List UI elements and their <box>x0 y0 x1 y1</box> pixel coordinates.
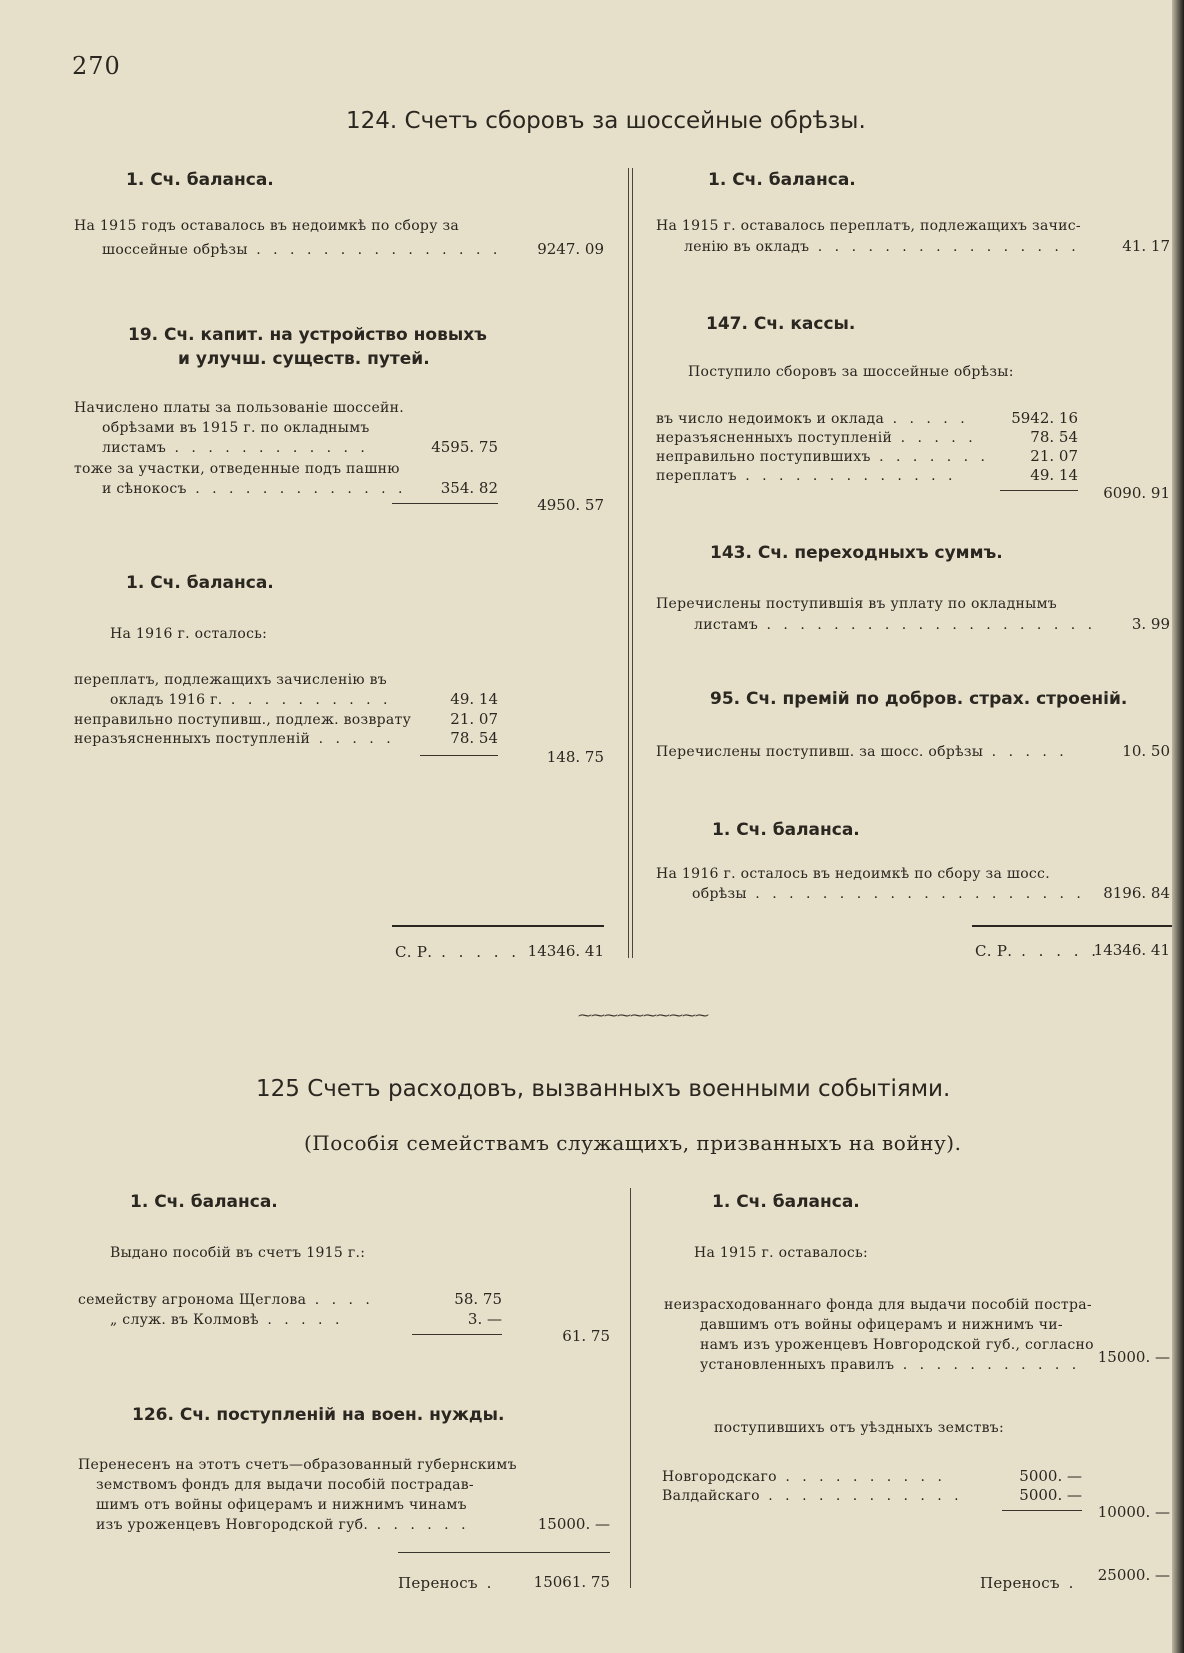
heading-insurance-account: 95. Сч. премій по добров. страх. строеній. <box>710 689 1128 709</box>
subtotal-rule <box>412 1334 502 1335</box>
amount: 78. 54 <box>450 729 498 747</box>
page-edge-shadow <box>1172 0 1184 1653</box>
amount-total: 61. 75 <box>562 1327 610 1345</box>
entry-text: На 1915 г. оставалось переплатъ, подлежащихъ зачис- <box>656 218 1081 234</box>
entry-text: Перечислены поступившія въ уплату по окладнымъ <box>656 596 1057 612</box>
entry-text: давшимъ отъ войны офицерамъ и нижнимъ чи- <box>700 1317 1063 1333</box>
heading-capital-account-line2: и улучш. существ. путей. <box>178 349 430 369</box>
entry-text: переплатъ, подлежащихъ зачисленію въ <box>74 672 387 688</box>
entry-text: листамъ . . . . . . . . . . . . <box>102 440 369 456</box>
entry-text: Перечислены поступивш. за шосс. обрѣзы . . . . . <box>656 744 1068 760</box>
entry-text: окладъ 1916 г. . . . . . . . . . . <box>110 692 392 708</box>
entry-text: „ служ. въ Колмовѣ . . . . . <box>110 1312 344 1328</box>
entry-text: Начислено платы за пользованіе шоссейн. <box>74 400 405 416</box>
heading-capital-account: 19. Сч. капит. на устройство новыхъ <box>128 325 487 345</box>
entry-text: ленію въ окладъ . . . . . . . . . . . . . . . . <box>684 239 1080 255</box>
entry-text: семейству агронома Щеглова . . . . <box>78 1292 374 1308</box>
entry-text: шимъ отъ войны офицерамъ и нижнимъ чинамъ <box>96 1497 467 1513</box>
heading-balance-account: 1. Сч. баланса. <box>712 820 860 840</box>
subtotal-rule <box>420 755 498 756</box>
entry-text: На 1915 годъ оставалось въ недоимкѣ по сбору за <box>74 218 460 234</box>
entry-text: Новгородскаго . . . . . . . . . . <box>662 1469 946 1485</box>
amount: 58. 75 <box>454 1290 502 1308</box>
heading-military-needs-account: 126. Сч. поступленій на воен. нужды. <box>132 1405 505 1425</box>
heading-balance-account: 1. Сч. баланса. <box>126 573 274 593</box>
amount: 5000. — <box>1019 1486 1082 1504</box>
entry-text: намъ изъ уроженцевъ Новгородской губ., согласно <box>700 1337 1094 1353</box>
heading-balance-account: 1. Сч. баланса. <box>708 170 856 190</box>
entry-text: неразъясненныхъ поступленій . . . . . <box>74 731 395 747</box>
amount: 8196. 84 <box>1103 884 1170 902</box>
entry-intro: Поступило сборовъ за шоссейные обрѣзы: <box>688 364 1014 380</box>
entry-text: листамъ . . . . . . . . . . . . . . . . . . . . <box>694 617 1097 633</box>
entry-text: обрѣзы . . . . . . . . . . . . . . . . . . . . <box>692 886 1085 902</box>
amount: 3. 99 <box>1131 615 1170 633</box>
sum-label: С. Р. . . . . . <box>395 943 521 961</box>
amount: 354. 82 <box>440 479 498 497</box>
subtotal-rule <box>1000 490 1078 491</box>
amount: 41. 17 <box>1122 237 1170 255</box>
carry-forward-value: 25000. — <box>1097 1566 1170 1584</box>
sum-label: С. Р. . . . . . <box>975 942 1101 960</box>
entry-text: изъ уроженцевъ Новгородской губ. . . . . . . <box>96 1517 470 1533</box>
column-divider <box>628 168 629 958</box>
amount: 49. 14 <box>450 690 498 708</box>
entry-text: неразъясненныхъ поступленій . . . . . <box>656 430 977 446</box>
carry-forward-label: Переносъ . <box>398 1574 496 1592</box>
amount: 49. 14 <box>1030 466 1078 484</box>
amount-total: 10000. — <box>1097 1503 1170 1521</box>
entry-text: обрѣзами въ 1915 г. по окладнымъ <box>102 420 370 436</box>
amount: 9247. 09 <box>537 240 604 258</box>
entry-text: и сѣнокосъ . . . . . . . . . . . . . <box>102 481 407 497</box>
amount: 15000. — <box>1097 1348 1170 1366</box>
column-divider <box>630 1188 631 1588</box>
entry-text: неправильно поступившихъ . . . . . . . <box>656 449 989 465</box>
heading-transit-account: 143. Сч. переходныхъ суммъ. <box>710 543 1003 563</box>
amount: 10. 50 <box>1122 742 1170 760</box>
sum-value: 14346. 41 <box>527 942 604 960</box>
amount: 21. 07 <box>450 710 498 728</box>
entry-text: тоже за участки, отведенные подъ пашню <box>74 461 400 477</box>
entry-text: шоссейные обрѣзы . . . . . . . . . . . . . . . <box>102 242 502 258</box>
subtotal-rule <box>392 503 498 504</box>
carry-forward-value: 15061. 75 <box>533 1573 610 1591</box>
total-rule <box>392 925 604 927</box>
sum-value: 14346. 41 <box>1093 941 1170 959</box>
amount-total: 4950. 57 <box>537 496 604 514</box>
amount: 5942. 16 <box>1011 409 1078 427</box>
entry-intro: Выдано пособій въ счетъ 1915 г.: <box>110 1245 366 1261</box>
subtotal-rule <box>1002 1510 1082 1511</box>
section-124-title: 124. Счетъ сборовъ за шоссейные обрѣзы. <box>346 108 866 134</box>
heading-cash-account: 147. Сч. кассы. <box>706 314 856 334</box>
section-125-subtitle: (Пособія семействамъ служащихъ, призванныхъ на войну). <box>304 1131 962 1155</box>
entry-text: неизрасходованнаго фонда для выдачи пособій постра- <box>664 1297 1092 1313</box>
entry-intro: На 1915 г. оставалось: <box>694 1245 869 1261</box>
entry-text: установленныхъ правилъ . . . . . . . . . . . <box>700 1357 1081 1373</box>
decorative-separator: ⁓⁓⁓⁓⁓⁓⁓⁓⁓⁓ <box>578 1008 708 1024</box>
section-125-title: 125 Счетъ расходовъ, вызванныхъ военными событіями. <box>256 1076 951 1102</box>
entry-text: неправильно поступивш., подлеж. возврату <box>74 712 412 728</box>
heading-balance-account: 1. Сч. баланса. <box>126 170 274 190</box>
heading-balance-account: 1. Сч. баланса. <box>712 1192 860 1212</box>
entry-text: переплатъ . . . . . . . . . . . . . <box>656 468 957 484</box>
column-divider <box>632 168 633 958</box>
amount-total: 6090. 91 <box>1103 484 1170 502</box>
entry-intro: поступившихъ отъ уѣздныхъ земствъ: <box>714 1420 1005 1436</box>
entry-text: земствомъ фондъ для выдачи пособій пострадав- <box>96 1477 474 1493</box>
total-rule <box>972 925 1172 927</box>
amount: 21. 07 <box>1030 447 1078 465</box>
amount: 4595. 75 <box>431 438 498 456</box>
amount: 15000. — <box>537 1515 610 1533</box>
entry-text: На 1916 г. осталось въ недоимкѣ по сбору за шосс. <box>656 866 1050 882</box>
total-rule <box>398 1552 610 1553</box>
entry-intro: На 1916 г. осталось: <box>110 626 268 642</box>
amount-total: 148. 75 <box>546 748 604 766</box>
entry-text: Валдайскаго . . . . . . . . . . . . <box>662 1488 963 1504</box>
heading-balance-account: 1. Сч. баланса. <box>130 1192 278 1212</box>
carry-forward-label: Переносъ . <box>980 1574 1078 1592</box>
page-number: 270 <box>72 52 121 80</box>
amount: 3. — <box>467 1310 502 1328</box>
amount: 78. 54 <box>1030 428 1078 446</box>
entry-text: Перенесенъ на этотъ счетъ—образованный губернскимъ <box>78 1457 517 1473</box>
entry-text: въ число недоимокъ и оклада . . . . . <box>656 411 969 427</box>
amount: 5000. — <box>1019 1467 1082 1485</box>
